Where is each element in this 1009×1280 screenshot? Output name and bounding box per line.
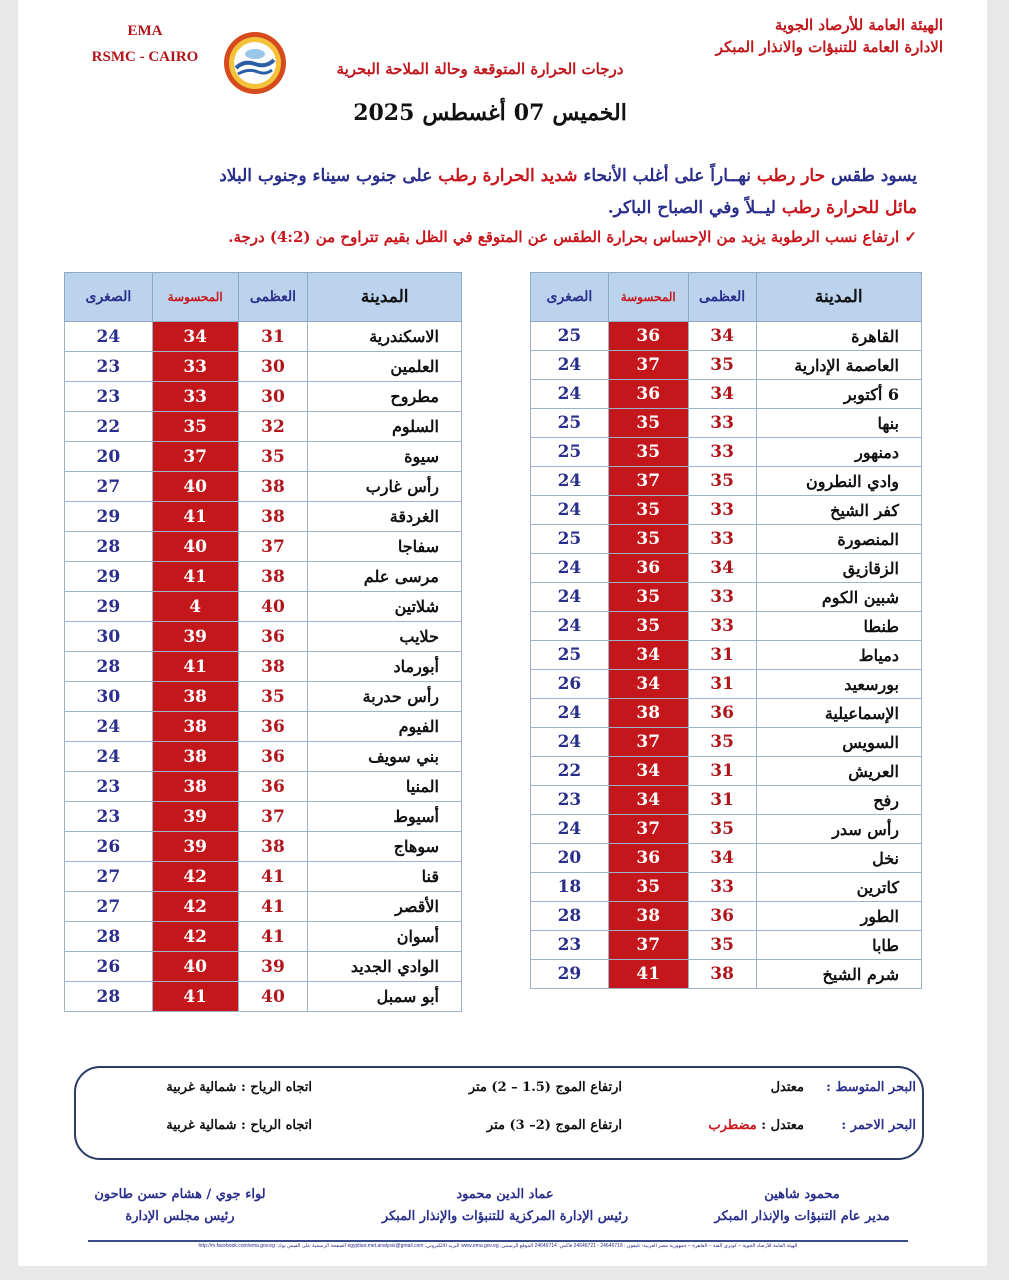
city-cell: مطروح	[308, 382, 462, 412]
feels-like-cell: 40	[152, 472, 238, 502]
min-temp-cell: 27	[65, 892, 153, 922]
city-cell: شبين الكوم	[756, 583, 922, 612]
max-temp-cell: 38	[238, 562, 308, 592]
max-temp-cell: 31	[688, 757, 756, 786]
min-temp-cell: 24	[65, 712, 153, 742]
max-temp-cell: 35	[238, 682, 308, 712]
table-row	[531, 467, 922, 496]
table-row	[65, 472, 462, 502]
col-header-feel: المحسوسة	[152, 273, 238, 322]
max-temp-cell: 38	[238, 502, 308, 532]
feels-like-cell: 41	[152, 562, 238, 592]
feels-like-cell: 42	[152, 892, 238, 922]
max-temp-cell: 35	[688, 931, 756, 960]
city-cell: شلاتين	[308, 592, 462, 622]
table-row	[65, 322, 462, 352]
table-header-row	[531, 273, 922, 322]
temperature-table-right	[530, 272, 922, 989]
min-temp-cell: 24	[531, 380, 609, 409]
max-temp-cell: 33	[688, 525, 756, 554]
col-header-max: العظمى	[238, 273, 308, 322]
max-temp-cell: 34	[688, 322, 756, 351]
feels-like-cell: 38	[152, 772, 238, 802]
min-temp-cell: 29	[65, 502, 153, 532]
table-row	[531, 699, 922, 728]
city-cell: بني سويف	[308, 742, 462, 772]
max-temp-cell: 36	[238, 742, 308, 772]
org-line-1: الهيئة العامة للأرصاد الجوية	[774, 16, 943, 34]
col-header-min: الصغرى	[531, 273, 609, 322]
date-day: الخميس	[552, 100, 627, 126]
max-temp-cell: 33	[688, 409, 756, 438]
table-row	[65, 502, 462, 532]
feels-like-cell: 38	[152, 712, 238, 742]
summary-line-1	[77, 160, 917, 192]
city-cell: أسيوط	[308, 802, 462, 832]
min-temp-cell: 26	[65, 952, 153, 982]
max-temp-cell: 38	[238, 832, 308, 862]
city-cell: الاسكندرية	[308, 322, 462, 352]
table-row	[531, 757, 922, 786]
signature-title: رئيس الإدارة المركزية للتنبؤات والإنذار المبكر	[381, 1209, 629, 1224]
max-temp-cell: 38	[688, 960, 756, 989]
max-temp-cell: 33	[688, 612, 756, 641]
col-header-min: الصغرى	[65, 273, 153, 322]
feels-like-cell: 37	[608, 815, 688, 844]
feels-like-cell: 35	[608, 438, 688, 467]
summary-line-2	[77, 192, 917, 224]
feels-like-cell: 37	[608, 728, 688, 757]
city-cell: رفح	[756, 786, 922, 815]
sea-state: معتدل	[770, 1080, 804, 1095]
city-cell: دمنهور	[756, 438, 922, 467]
min-temp-cell: 28	[65, 982, 153, 1012]
sea-conditions-box	[74, 1066, 924, 1160]
max-temp-cell: 41	[238, 922, 308, 952]
min-temp-cell: 24	[65, 742, 153, 772]
sea-row-red-sea	[76, 1118, 922, 1142]
city-cell: أبو سمبل	[308, 982, 462, 1012]
max-temp-cell: 30	[238, 352, 308, 382]
min-temp-cell: 20	[65, 442, 153, 472]
min-temp-cell: 24	[531, 496, 609, 525]
summary-highlight: حار رطب	[756, 166, 826, 186]
min-temp-cell: 24	[531, 554, 609, 583]
min-temp-cell: 28	[531, 902, 609, 931]
table-row	[65, 982, 462, 1012]
table-row	[65, 832, 462, 862]
feels-like-cell: 35	[608, 409, 688, 438]
ema-logo-icon	[222, 30, 288, 96]
table-row	[531, 351, 922, 380]
sea-state-alert: مضطرب	[708, 1118, 757, 1133]
org-en-line-1: EMA	[127, 23, 163, 39]
wind-direction: اتجاه الرياح : شمالية غربية	[166, 1080, 312, 1095]
max-temp-cell: 33	[688, 438, 756, 467]
sea-state	[708, 1118, 804, 1133]
min-temp-cell: 24	[531, 699, 609, 728]
table-row	[65, 412, 462, 442]
city-cell: رأس غارب	[308, 472, 462, 502]
table-row	[531, 612, 922, 641]
signature-central-head	[350, 1184, 660, 1228]
feels-like-cell: 37	[152, 442, 238, 472]
table-row	[65, 442, 462, 472]
table-row	[65, 922, 462, 952]
min-temp-cell: 20	[531, 844, 609, 873]
org-en-line-2: RSMC - CAIRO	[91, 49, 199, 65]
org-name-arabic	[716, 14, 943, 58]
min-temp-cell: 24	[531, 351, 609, 380]
table-row	[531, 728, 922, 757]
city-cell: الأقصر	[308, 892, 462, 922]
city-cell: العريش	[756, 757, 922, 786]
wave-height: ارتفاع الموج (1.5 – 2) متر	[468, 1080, 622, 1095]
min-temp-cell: 28	[65, 532, 153, 562]
table-row	[531, 902, 922, 931]
summary-humidity-note: ✓ ارتفاع نسب الرطوبة يزيد من الإحساس بحرارة الطقس عن المتوقع في الظل بقيم تتراوح من (4:2) درجة.	[228, 228, 917, 246]
frame-right	[987, 0, 1009, 1280]
min-temp-cell: 25	[531, 525, 609, 554]
table-row	[65, 892, 462, 922]
table-row	[531, 496, 922, 525]
min-temp-cell: 30	[65, 682, 153, 712]
signature-title: مدير عام التنبؤات والإنذار المبكر	[714, 1209, 890, 1224]
signature-director	[687, 1184, 917, 1228]
city-cell: أبورماد	[308, 652, 462, 682]
min-temp-cell: 25	[531, 322, 609, 351]
table-row	[531, 554, 922, 583]
table-row	[65, 952, 462, 982]
city-cell: وادي النطرون	[756, 467, 922, 496]
min-temp-cell: 29	[65, 562, 153, 592]
table-row	[531, 786, 922, 815]
max-temp-cell: 35	[688, 728, 756, 757]
table-row	[531, 960, 922, 989]
feels-like-cell: 41	[152, 652, 238, 682]
table-row	[65, 712, 462, 742]
city-cell: سفاجا	[308, 532, 462, 562]
max-temp-cell: 37	[238, 532, 308, 562]
table-row	[65, 562, 462, 592]
city-cell: بنها	[756, 409, 922, 438]
table-row	[531, 931, 922, 960]
min-temp-cell: 23	[531, 786, 609, 815]
min-temp-cell: 24	[531, 815, 609, 844]
signature-title: رئيس مجلس الإدارة	[125, 1209, 235, 1224]
summary-text: يسود طقس	[825, 166, 917, 186]
city-cell: شرم الشيخ	[756, 960, 922, 989]
min-temp-cell: 23	[65, 352, 153, 382]
footer-divider	[88, 1240, 908, 1242]
feels-like-cell: 40	[152, 532, 238, 562]
table-row	[65, 772, 462, 802]
min-temp-cell: 28	[65, 652, 153, 682]
sea-name: البحر الاحمر :	[841, 1118, 916, 1133]
table-row	[531, 583, 922, 612]
min-temp-cell: 30	[65, 622, 153, 652]
city-cell: العلمين	[308, 352, 462, 382]
summary-text: نهــاراً على أغلب الأنحاء	[577, 166, 757, 186]
min-temp-cell: 24	[531, 728, 609, 757]
feels-like-cell: 35	[608, 583, 688, 612]
city-cell: نخل	[756, 844, 922, 873]
forecast-date	[330, 100, 650, 126]
feels-like-cell: 36	[608, 844, 688, 873]
feels-like-cell: 35	[608, 873, 688, 902]
table-row	[531, 322, 922, 351]
feels-like-cell: 35	[608, 525, 688, 554]
max-temp-cell: 35	[238, 442, 308, 472]
max-temp-cell: 35	[688, 815, 756, 844]
feels-like-cell: 33	[152, 382, 238, 412]
min-temp-cell: 26	[65, 832, 153, 862]
min-temp-cell: 23	[65, 382, 153, 412]
city-cell: الغردقة	[308, 502, 462, 532]
min-temp-cell: 25	[531, 409, 609, 438]
max-temp-cell: 40	[238, 982, 308, 1012]
weather-summary	[77, 160, 917, 250]
city-cell: رأس سدر	[756, 815, 922, 844]
feels-like-cell: 36	[608, 554, 688, 583]
city-cell: الزقازيق	[756, 554, 922, 583]
feels-like-cell: 38	[152, 682, 238, 712]
max-temp-cell: 37	[238, 802, 308, 832]
max-temp-cell: 36	[688, 699, 756, 728]
max-temp-cell: 31	[688, 641, 756, 670]
city-cell: المنصورة	[756, 525, 922, 554]
summary-highlight: شديد الحرارة رطب	[438, 166, 578, 186]
signature-name: عماد الدين محمود	[456, 1187, 554, 1202]
table-row	[531, 525, 922, 554]
city-cell: سيوة	[308, 442, 462, 472]
min-temp-cell: 27	[65, 472, 153, 502]
feels-like-cell: 34	[608, 670, 688, 699]
max-temp-cell: 33	[688, 873, 756, 902]
feels-like-cell: 38	[152, 742, 238, 772]
document-subtitle: درجات الحرارة المتوقعة وحالة الملاحة البحرية	[336, 60, 624, 78]
city-cell: الوادي الجديد	[308, 952, 462, 982]
city-cell: الإسماعيلية	[756, 699, 922, 728]
col-header-max: العظمى	[688, 273, 756, 322]
table-body-right	[531, 322, 922, 989]
col-header-city: المدينة	[308, 273, 462, 322]
table-header-row	[65, 273, 462, 322]
city-cell: طنطا	[756, 612, 922, 641]
min-temp-cell: 27	[65, 862, 153, 892]
wave-height: ارتفاع الموج (2– 3) متر	[486, 1118, 622, 1133]
city-cell: دمياط	[756, 641, 922, 670]
feels-like-cell: 35	[152, 412, 238, 442]
city-cell: حلايب	[308, 622, 462, 652]
table-row	[531, 670, 922, 699]
table-row	[531, 641, 922, 670]
footer-contact: الهيئة العامة للأرصاد الجوية – كوبري القبة – القاهرة – جمهورية مصر العربية- تليفون : 24646719 - 24646721 فاكس: 24646714 الموقع الرسمي: www.ema.gov.eg البريد الالكتروني: egyptian.met.analysis@gmail.com الصفحة الرسمية على الفيس بوك: http://m.facebook.com/ema.gov.eg	[198, 1243, 798, 1249]
max-temp-cell: 36	[688, 902, 756, 931]
max-temp-cell: 34	[688, 554, 756, 583]
feels-like-cell: 34	[152, 322, 238, 352]
date-year: 2025	[353, 100, 415, 126]
table-row	[65, 352, 462, 382]
min-temp-cell: 24	[65, 322, 153, 352]
max-temp-cell: 35	[688, 467, 756, 496]
city-cell: القاهرة	[756, 322, 922, 351]
feels-like-cell: 39	[152, 802, 238, 832]
max-temp-cell: 34	[688, 844, 756, 873]
summary-text: ليــلاً وفي الصباح الباكر.	[607, 198, 782, 218]
max-temp-cell: 36	[238, 772, 308, 802]
max-temp-cell: 34	[688, 380, 756, 409]
table-row	[65, 802, 462, 832]
max-temp-cell: 31	[238, 322, 308, 352]
frame-left	[0, 0, 18, 1280]
max-temp-cell: 33	[688, 496, 756, 525]
feels-like-cell: 35	[608, 612, 688, 641]
max-temp-cell: 39	[238, 952, 308, 982]
min-temp-cell: 23	[65, 772, 153, 802]
sea-name: البحر المتوسط :	[826, 1080, 916, 1095]
min-temp-cell: 25	[531, 438, 609, 467]
max-temp-cell: 41	[238, 892, 308, 922]
date-number: 07	[513, 100, 545, 126]
max-temp-cell: 41	[238, 862, 308, 892]
table-row	[65, 862, 462, 892]
city-cell: رأس حدربة	[308, 682, 462, 712]
table-row	[531, 380, 922, 409]
city-cell: مرسى علم	[308, 562, 462, 592]
frame-bottom	[0, 1266, 1009, 1280]
city-cell: بورسعيد	[756, 670, 922, 699]
sea-state-text: معتدل :	[756, 1118, 804, 1133]
feels-like-cell: 35	[608, 496, 688, 525]
max-temp-cell: 32	[238, 412, 308, 442]
feels-like-cell: 37	[608, 931, 688, 960]
feels-like-cell: 36	[608, 322, 688, 351]
max-temp-cell: 35	[688, 351, 756, 380]
feels-like-cell: 38	[608, 902, 688, 931]
summary-text: على جنوب سيناء وجنوب البلاد	[219, 166, 439, 186]
min-temp-cell: 24	[531, 612, 609, 641]
table-row	[531, 409, 922, 438]
sea-row-mediterranean	[76, 1080, 922, 1104]
min-temp-cell: 29	[65, 592, 153, 622]
city-cell: طابا	[756, 931, 922, 960]
min-temp-cell: 23	[531, 931, 609, 960]
min-temp-cell: 23	[65, 802, 153, 832]
min-temp-cell: 18	[531, 873, 609, 902]
feels-like-cell: 42	[152, 922, 238, 952]
city-cell: 6 أكتوبر	[756, 380, 922, 409]
org-line-2: الادارة العامة للتنبؤات والانذار المبكر	[715, 38, 943, 56]
feels-like-cell: 40	[152, 952, 238, 982]
city-cell: الفيوم	[308, 712, 462, 742]
min-temp-cell: 25	[531, 641, 609, 670]
max-temp-cell: 31	[688, 786, 756, 815]
feels-like-cell: 39	[152, 832, 238, 862]
signature-chairman	[70, 1184, 290, 1228]
table-row	[65, 532, 462, 562]
city-cell: كفر الشيخ	[756, 496, 922, 525]
min-temp-cell: 24	[531, 467, 609, 496]
table-body-left	[65, 322, 462, 1012]
max-temp-cell: 40	[238, 592, 308, 622]
signature-name: لواء جوي / هشام حسن طاحون	[94, 1187, 266, 1202]
min-temp-cell: 24	[531, 583, 609, 612]
city-cell: أسوان	[308, 922, 462, 952]
summary-highlight: مائل للحرارة رطب	[781, 198, 917, 218]
table-row	[65, 382, 462, 412]
feels-like-cell: 41	[608, 960, 688, 989]
min-temp-cell: 22	[65, 412, 153, 442]
table-row	[531, 438, 922, 467]
org-name-english	[70, 18, 220, 70]
feels-like-cell: 33	[152, 352, 238, 382]
signature-name: محمود شاهين	[764, 1187, 840, 1202]
feels-like-cell: 42	[152, 862, 238, 892]
feels-like-cell: 37	[608, 467, 688, 496]
min-temp-cell: 29	[531, 960, 609, 989]
city-cell: كاترين	[756, 873, 922, 902]
max-temp-cell: 38	[238, 652, 308, 682]
city-cell: سوهاج	[308, 832, 462, 862]
feels-like-cell: 34	[608, 757, 688, 786]
feels-like-cell: 39	[152, 622, 238, 652]
table-row	[65, 682, 462, 712]
wind-direction: اتجاه الرياح : شمالية غربية	[166, 1118, 312, 1133]
city-cell: قنا	[308, 862, 462, 892]
min-temp-cell: 22	[531, 757, 609, 786]
city-cell: الطور	[756, 902, 922, 931]
table-row	[531, 815, 922, 844]
min-temp-cell: 28	[65, 922, 153, 952]
feels-like-cell: 4	[152, 592, 238, 622]
max-temp-cell: 30	[238, 382, 308, 412]
table-row	[65, 622, 462, 652]
feels-like-cell: 38	[608, 699, 688, 728]
max-temp-cell: 38	[238, 472, 308, 502]
min-temp-cell: 26	[531, 670, 609, 699]
col-header-city: المدينة	[756, 273, 922, 322]
max-temp-cell: 36	[238, 622, 308, 652]
feels-like-cell: 41	[152, 502, 238, 532]
table-row	[531, 873, 922, 902]
feels-like-cell: 34	[608, 786, 688, 815]
table-row	[65, 742, 462, 772]
feels-like-cell: 37	[608, 351, 688, 380]
max-temp-cell: 36	[238, 712, 308, 742]
table-row	[531, 844, 922, 873]
city-cell: السلوم	[308, 412, 462, 442]
temperature-table-left	[64, 272, 462, 1012]
table-row	[65, 652, 462, 682]
col-header-feel: المحسوسة	[608, 273, 688, 322]
max-temp-cell: 31	[688, 670, 756, 699]
city-cell: العاصمة الإدارية	[756, 351, 922, 380]
table-row	[65, 592, 462, 622]
date-month: أغسطس	[422, 100, 506, 126]
feels-like-cell: 41	[152, 982, 238, 1012]
city-cell: السويس	[756, 728, 922, 757]
city-cell: المنيا	[308, 772, 462, 802]
feels-like-cell: 36	[608, 380, 688, 409]
max-temp-cell: 33	[688, 583, 756, 612]
feels-like-cell: 34	[608, 641, 688, 670]
